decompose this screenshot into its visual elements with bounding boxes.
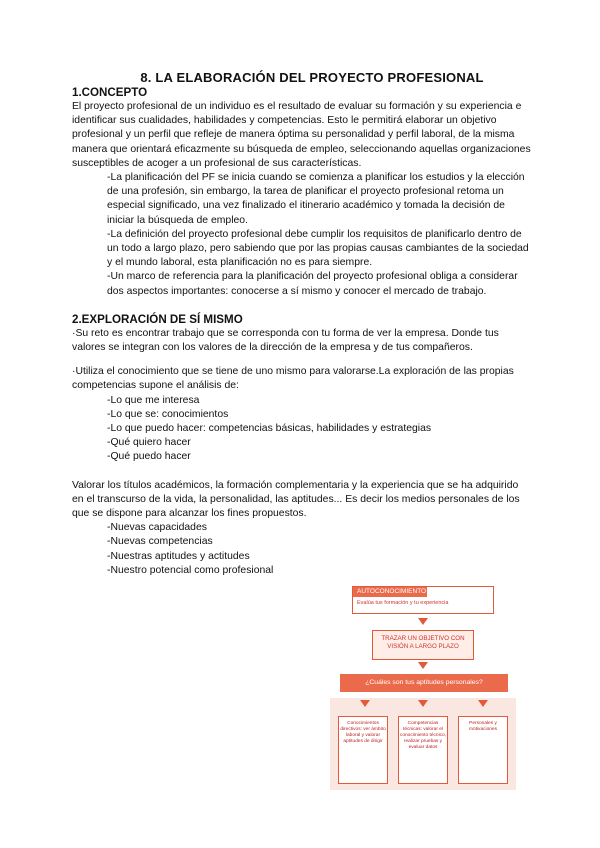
list-item: -Nuestras aptitudes y actitudes (107, 550, 250, 562)
arrow-down-icon (418, 618, 428, 625)
diagram-objective-box: TRAZAR UN OBJETIVO CON VISIÓN A LARGO PLAZO (372, 630, 474, 660)
section-2-para-1: ·Su reto es encontrar trabajo que se corresponda con tu forma de ver la empresa. Donde tus valores se integran con los valores de la dirección de la empresa y de tus compañeros. (72, 327, 499, 354)
list-item: -Qué quiero hacer (107, 437, 191, 449)
list-item: -Nuevas capacidades (107, 522, 207, 534)
list-item: -Lo que se: conocimientos (107, 408, 229, 420)
section-1-intro: El proyecto profesional de un individuo es el resultado de evaluar su formación y su experiencia e identificar sus cualidades, habilidades y competencias. Esto le permitirá elaborar un objetivo profesional y un perfil que refleje de manera óptima su personalidad y perfil laboral, de la misma manera que orientará eficazmente su búsqueda de empleo, seleccionando aquellas organizaciones susceptibles de acoger a un profesional de sus características. (72, 101, 531, 169)
section-1-heading: 1.CONCEPTO (72, 86, 148, 99)
section-1-point: -La definición del proyecto profesional debe cumplir los requisitos de planificarlo dentro de un todo a largo plazo, pero sabiendo que por las propias causas cambiantes de la sociedad y el mundo laboral, esta planificación no es para siempre. (107, 228, 529, 269)
arrow-down-icon (360, 700, 370, 707)
diagram-subtext: Evalúa tus formación y tu experiencia (357, 600, 449, 606)
section-2-heading: 2.EXPLORACIÓN DE SÍ MISMO (72, 312, 243, 326)
arrow-down-icon (418, 700, 428, 707)
diagram-header: AUTOCONOCIMIENTO (353, 587, 427, 597)
list-item: -Nuevas competencias (107, 536, 213, 548)
document-page (72, 70, 532, 578)
section-1-point: -Un marco de referencia para la planificación del proyecto profesional obliga a considerar dos aspectos importantes: conocerse a sí mismo y conocer el mercado de trabajo. (107, 271, 518, 297)
diagram-top-box (352, 586, 494, 614)
diagram-column-3: Personales y motivaciones (458, 716, 508, 784)
list-item: -Lo que puedo hacer: competencias básicas, habilidades y estrategias (107, 423, 432, 435)
diagram-question-bar: ¿Cuáles son tus aptitudes personales? (340, 674, 508, 692)
section-2-para-2: ·Utiliza el conocimiento que se tiene de uno mismo para valorarse.La exploración de las propias competencias supone el análisis de: (72, 366, 514, 392)
list-item: -Qué puedo hacer (107, 451, 191, 463)
page-title: 8. LA ELABORACIÓN DEL PROYECTO PROFESIONAL (140, 70, 484, 85)
section-1-point: -La planificación del PF se inicia cuando se comienza a planificar los estudios y la elección de una profesión, sin embargo, la tarea de planificar el proyecto profesional retoma un especial significado, una vez finalizado el itinerario académico y tomada la decisión de iniciar la búsqueda de empleo. (107, 172, 525, 226)
arrow-down-icon (418, 662, 428, 669)
list-item: -Nuestro potencial como profesional (107, 564, 274, 576)
arrow-down-icon (478, 700, 488, 707)
self-knowledge-diagram (330, 578, 516, 790)
list-item: -Lo que me interesa (107, 394, 200, 406)
section-2-para-3: Valorar los títulos académicos, la formación complementaria y la experiencia que se ha adquirido en el transcurso de la vida, la personalidad, las aptitudes... Es decir los medios personales de los que se dispone para alcanzar los fines propuestos. (72, 479, 520, 520)
diagram-column-2: Competencias técnicas: valorar el conocimiento técnico, realizar pruebas y evaluar datos (398, 716, 448, 784)
diagram-column-1: Conocimientos directivos: ver ámbito laboral y valorar aptitudes de dirigir (338, 716, 388, 784)
